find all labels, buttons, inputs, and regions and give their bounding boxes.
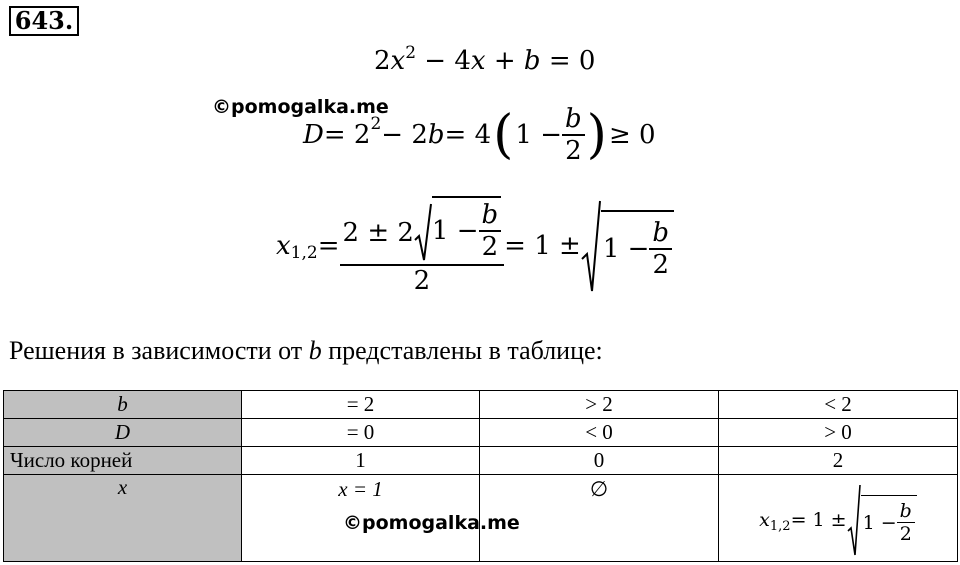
eq3-one-minus-2: 1 − [602, 234, 650, 264]
intro-after: представлены в таблице: [321, 336, 603, 365]
tf-radicand [861, 495, 917, 545]
eq2-power: 2 [370, 114, 382, 134]
table-cell: > 2 [480, 391, 719, 419]
eq1-coef: 2 [374, 46, 391, 76]
intro-b: b [308, 336, 322, 365]
tf-frac-den: 2 [897, 522, 915, 545]
table-cell: = 0 [242, 419, 480, 447]
cell-empty-set: ∅ [589, 477, 609, 501]
table-cell: 2 [719, 447, 958, 475]
eq3-frac-2 [649, 218, 672, 280]
eq2-minus: − 2 [381, 120, 428, 150]
watermark-table: ©pomogalka.me [343, 512, 520, 534]
eq3-inner-num: b [481, 200, 499, 230]
eq2-fraction [562, 104, 585, 166]
eq2-frac-num: b [565, 104, 582, 134]
table-cell: 0 [480, 447, 719, 475]
table-cell: > 0 [719, 419, 958, 447]
equation-roots [276, 196, 674, 296]
eq2-frac-den: 2 [562, 134, 585, 166]
table-cell: < 2 [719, 391, 958, 419]
tf-one-minus: 1 − [862, 511, 897, 534]
table-cell: 1 [242, 447, 480, 475]
intro-text [9, 336, 603, 366]
eq3-inner-frac [479, 200, 502, 262]
eq3-frac2-den: 2 [649, 248, 672, 280]
eq2-D: D [303, 120, 324, 150]
intro-before: Решения в зависимости от [9, 336, 309, 365]
eq2-two: = 2 [323, 120, 371, 150]
eq3-one-minus: 1 − [431, 216, 479, 246]
table-row [4, 419, 958, 447]
eq3-num-a: 2 ± 2 [342, 218, 414, 248]
row-head-D: D [4, 419, 242, 447]
eq2-one-minus: 1 − [515, 120, 563, 150]
row-head-roots-count: Число корней [4, 447, 242, 475]
eq1-minus4: − 4 [416, 46, 471, 76]
table-row [4, 391, 958, 419]
tf-frac [897, 500, 915, 545]
eq1-x2: x [470, 46, 486, 76]
problem-number: 643. [9, 6, 79, 36]
eq2-ge: ≥ 0 [608, 120, 656, 150]
row-head-x: x [4, 475, 242, 562]
eq3-eq: = [317, 231, 340, 261]
eq3-x: x [276, 231, 291, 261]
eq1-eq: = 0 [540, 46, 596, 76]
cell-roots-formula [719, 483, 957, 561]
watermark-top: ©pomogalka.me [212, 96, 389, 118]
eq3-inner-den: 2 [479, 230, 502, 262]
eq3-radicand-2 [601, 210, 674, 280]
results-table [3, 390, 958, 562]
eq2-rparen: ) [586, 105, 607, 165]
eq3-radicand [432, 196, 501, 262]
row-head-b: b [4, 391, 242, 419]
tf-frac-num: b [899, 500, 912, 522]
eq2-b: b [427, 120, 445, 150]
eq3-frac2-num: b [652, 218, 670, 248]
eq3-numerator [340, 196, 505, 264]
eq1-x: x [390, 46, 406, 76]
equation-quadratic [374, 43, 596, 76]
table-cell [719, 475, 958, 562]
table-cell: = 2 [242, 391, 480, 419]
table-cell: < 0 [480, 419, 719, 447]
sqrt-sign-2 [581, 199, 601, 293]
sqrt-sign [414, 202, 432, 262]
eq3-sub: 1,2 [290, 243, 318, 263]
eq3-result: = 1 ± [504, 231, 581, 261]
equation-discriminant [303, 104, 656, 166]
eq1-plus: + [485, 46, 524, 76]
eq3-main-fraction [340, 196, 505, 296]
eq1-b: b [523, 46, 541, 76]
tf-sub: 1,2 [769, 518, 791, 534]
sqrt-sign-3 [847, 483, 861, 557]
table-row [4, 447, 958, 475]
cell-x-equals-1: x = 1 [338, 477, 383, 501]
eq3-denominator: 2 [340, 264, 505, 296]
eq2-four: = 4 [444, 120, 492, 150]
tf-eq: = 1 ± [790, 509, 847, 531]
eq2-lparen: ( [493, 105, 514, 165]
tf-x: x [759, 509, 770, 531]
eq1-power: 2 [405, 43, 417, 63]
